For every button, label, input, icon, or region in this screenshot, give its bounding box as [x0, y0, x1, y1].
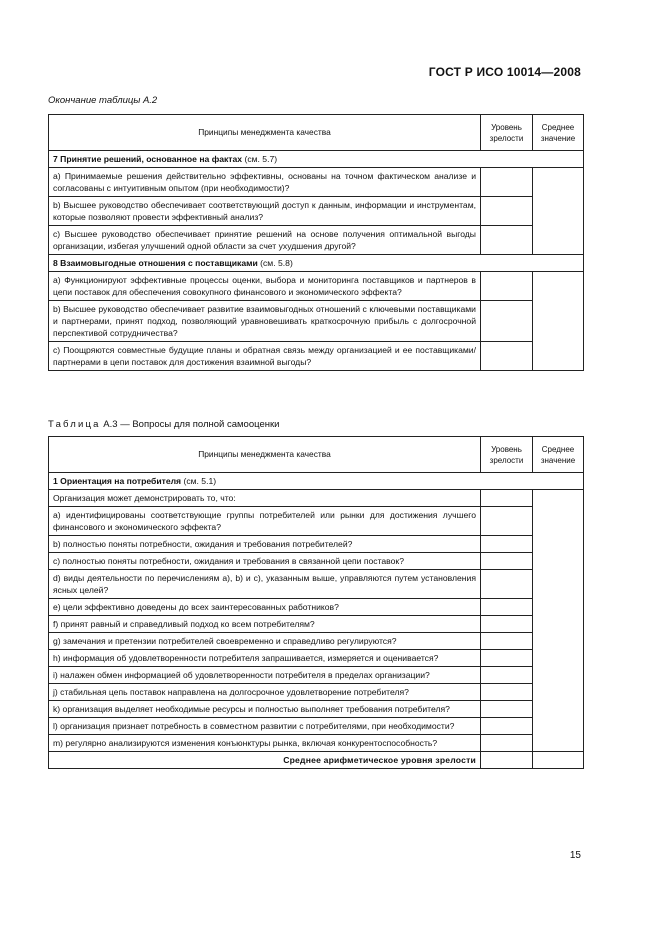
column-header-principles: Принципы менеджмента качества [49, 437, 481, 473]
average-cell[interactable] [533, 168, 584, 255]
section-title-cell [49, 151, 584, 168]
question-text: b) полностью поняты потребности, ожидания и требования потребителей? [49, 536, 481, 553]
question-row [49, 507, 584, 536]
table-a2 [48, 114, 584, 371]
question-row [49, 168, 584, 197]
question-row [49, 570, 584, 599]
section-ref: (см. 5.8) [257, 258, 293, 268]
question-row [49, 667, 584, 684]
question-row [49, 633, 584, 650]
question-text: k) организация выделяет необходимые ресурсы и полностью выполняет требования потребителя? [49, 701, 481, 718]
section-title-cell [49, 473, 584, 490]
level-cell[interactable] [481, 553, 533, 570]
question-text: b) Высшее руководство обеспечивает соответствующий доступ к данным, информации и инструментам, которые позволяют провести эффективный анализ? [49, 197, 481, 226]
page-number: 15 [569, 850, 581, 861]
summary-level-cell[interactable] [481, 752, 533, 769]
section-title: 1 Ориентация на потребителя [53, 476, 182, 486]
level-cell[interactable] [481, 633, 533, 650]
section-row [49, 473, 584, 490]
question-text: a) идентифицированы соответствующие группы потребителей или рынки для достижения лучшего финансового и экономического эффекта? [49, 507, 481, 536]
level-cell[interactable] [481, 490, 533, 507]
question-row [49, 342, 584, 371]
question-text: c) полностью поняты потребности, ожидания и требования в связанной цепи поставок? [49, 553, 481, 570]
summary-average-cell[interactable] [533, 752, 584, 769]
level-cell[interactable] [481, 718, 533, 735]
section-row [49, 151, 584, 168]
column-header-principles: Принципы менеджмента качества [49, 115, 481, 151]
question-row [49, 536, 584, 553]
level-cell[interactable] [481, 570, 533, 599]
average-cell[interactable] [533, 490, 584, 752]
question-text: f) принят равный и справедливый подход ко всем потребителям? [49, 616, 481, 633]
column-header-level: Уровень зрелости [481, 115, 533, 151]
question-row [49, 272, 584, 301]
level-cell[interactable] [481, 301, 533, 342]
average-cell[interactable] [533, 272, 584, 371]
column-header-level: Уровень зрелости [481, 437, 533, 473]
table-a3 [48, 436, 584, 769]
question-text: g) замечания и претензии потребителей своевременно и справедливо регулируются? [49, 633, 481, 650]
level-cell[interactable] [481, 684, 533, 701]
question-text: e) цели эффективно доведены до всех заинтересованных работников? [49, 599, 481, 616]
question-text: a) Функционируют эффективные процессы оценки, выбора и мониторинга поставщиков и партнеров в цепи поставок для обеспечения совокупного финансового и экономического эффекта? [49, 272, 481, 301]
level-cell[interactable] [481, 616, 533, 633]
question-row [49, 599, 584, 616]
standard-designation: ГОСТ Р ИСО 10014—2008 [428, 65, 581, 79]
table-a3-caption-text: А.3 — Вопросы для полной самооценки [100, 419, 280, 430]
question-text: d) виды деятельности по перечислениям а), b) и с), указанным выше, управляются путем установления ясных целей? [49, 570, 481, 599]
table-a2-caption: Окончание таблицы А.2 [48, 95, 158, 106]
table-a3-caption-label: Таблица [48, 419, 101, 430]
table-a3-caption [48, 419, 279, 430]
question-text: c) Высшее руководство обеспечивает принятие решений на основе получения оптимальной выгоды организации, избегая улучшений одной области за счет ухудшения другой? [49, 226, 481, 255]
column-header-average: Среднее значение [533, 115, 584, 151]
question-text: h) информация об удовлетворенности потребителя запрашивается, измеряется и оценивается? [49, 650, 481, 667]
question-text: j) стабильная цепь поставок направлена на долгосрочное удовлетворение потребителя? [49, 684, 481, 701]
question-text: l) организация признает потребность в совместном развитии с потребителями, при необходимости? [49, 718, 481, 735]
question-row [49, 684, 584, 701]
question-row [49, 701, 584, 718]
summary-row [49, 752, 584, 769]
question-text: i) налажен обмен информацией об удовлетворенности потребителя в пределах организации? [49, 667, 481, 684]
level-cell[interactable] [481, 701, 533, 718]
section-title: 7 Принятие решений, основанное на фактах [53, 154, 243, 164]
table-a2-header-row [49, 115, 584, 151]
column-header-average: Среднее значение [533, 437, 584, 473]
section-ref: (см. 5.7) [242, 154, 278, 164]
level-cell[interactable] [481, 536, 533, 553]
question-row [49, 616, 584, 633]
intro-row [49, 490, 584, 507]
question-row [49, 226, 584, 255]
question-text: m) регулярно анализируются изменения конъюнктуры рынка, включая конкурентоспособность? [49, 735, 481, 752]
question-row [49, 553, 584, 570]
summary-label: Среднее арифметическое уровня зрелости [49, 752, 481, 769]
question-row [49, 650, 584, 667]
section-title: 8 Взаимовыгодные отношения с поставщиками [53, 258, 258, 268]
level-cell[interactable] [481, 197, 533, 226]
question-text: b) Высшее руководство обеспечивает развитие взаимовыгодных отношений с ключевыми поставщиками и партнерами, принят подход, позволяющий уравновешивать краткосрочную прибыль с долгосрочной перспективой сотрудничества? [49, 301, 481, 342]
question-row [49, 197, 584, 226]
level-cell[interactable] [481, 507, 533, 536]
level-cell[interactable] [481, 599, 533, 616]
level-cell[interactable] [481, 272, 533, 301]
level-cell[interactable] [481, 667, 533, 684]
intro-text: Организация может демонстрировать то, что: [49, 490, 481, 507]
level-cell[interactable] [481, 342, 533, 371]
level-cell[interactable] [481, 735, 533, 752]
section-title-cell [49, 255, 584, 272]
question-text: c) Поощряются совместные будущие планы и обратная связь между организацией и ее поставщиками/партнерами в цепи поставок для достижения взаимной выгоды? [49, 342, 481, 371]
question-row [49, 718, 584, 735]
level-cell[interactable] [481, 168, 533, 197]
level-cell[interactable] [481, 226, 533, 255]
section-row [49, 255, 584, 272]
section-ref: (см. 5.1) [181, 476, 217, 486]
level-cell[interactable] [481, 650, 533, 667]
question-row [49, 301, 584, 342]
question-row [49, 735, 584, 752]
question-text: a) Принимаемые решения действительно эффективны, основаны на точном фактическом анализе и согласованы с интуитивным опытом (при необходимости)? [49, 168, 481, 197]
table-a3-header-row [49, 437, 584, 473]
